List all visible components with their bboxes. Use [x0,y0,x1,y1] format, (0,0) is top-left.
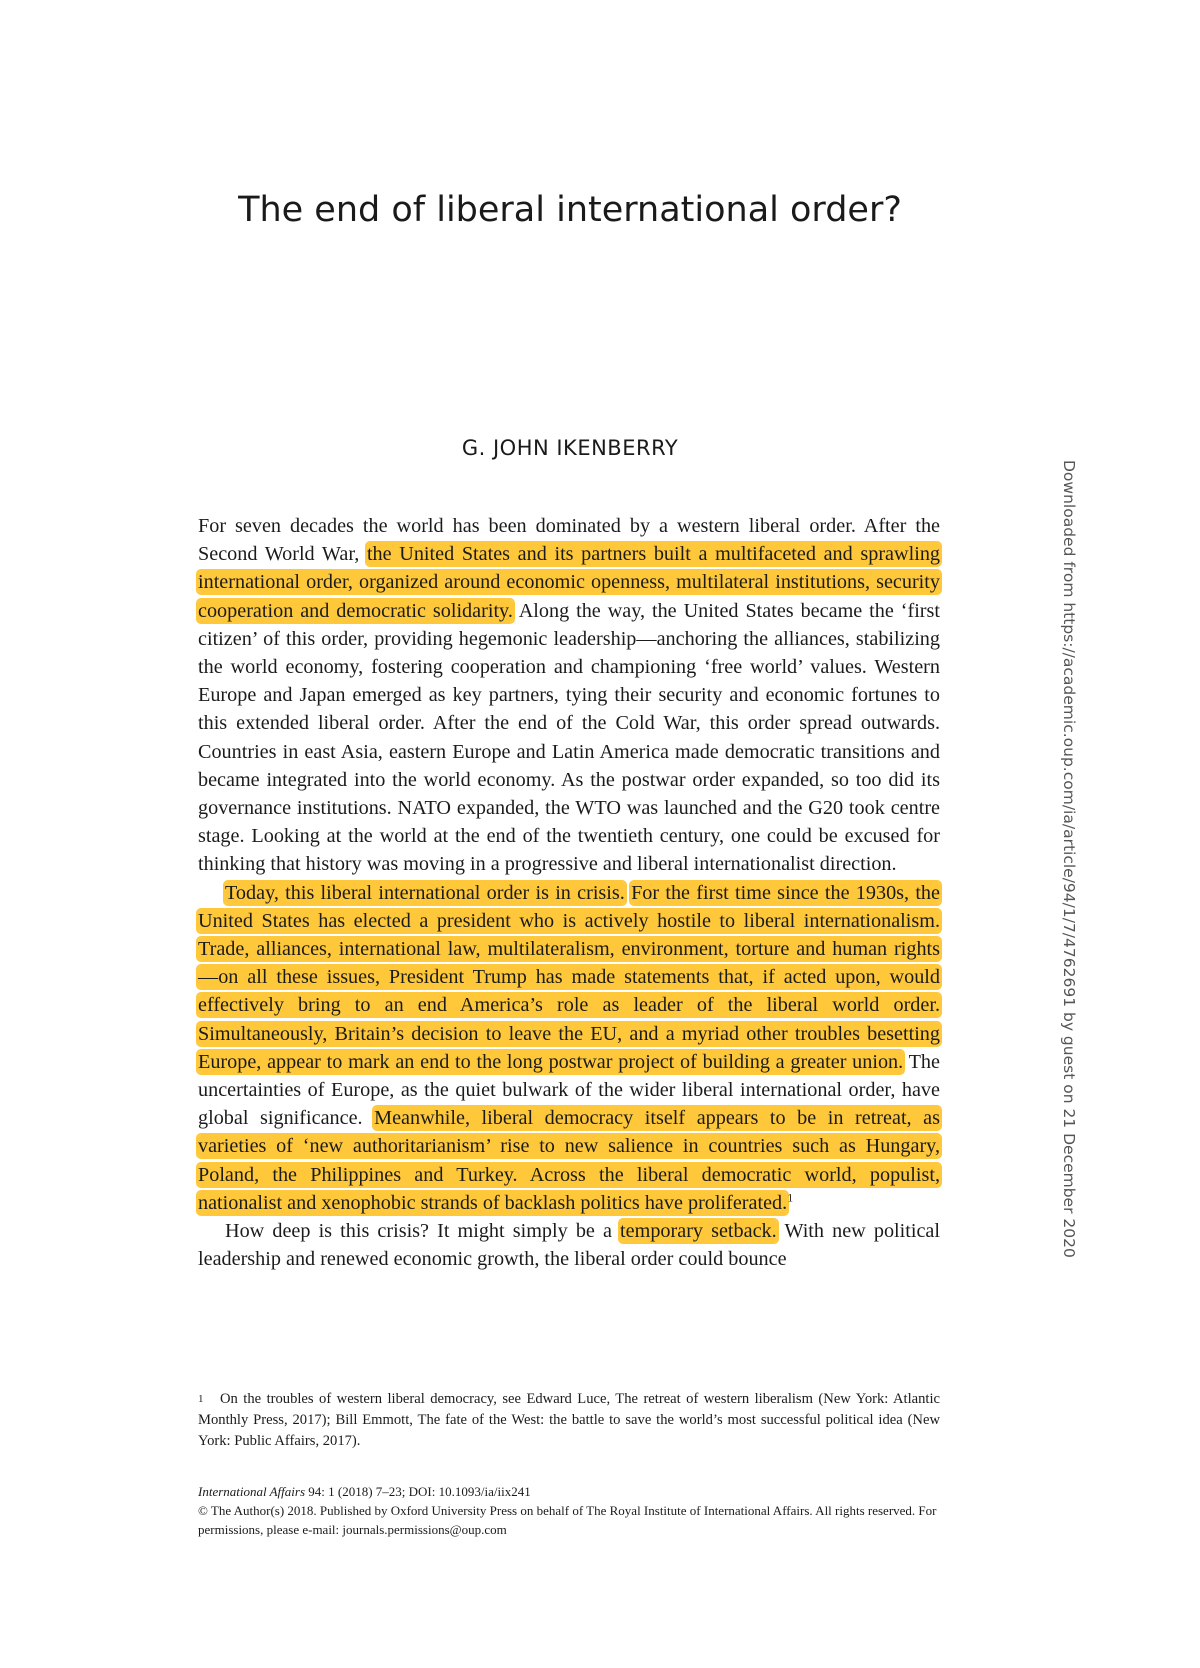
text-segment: For seven decades the world has been dominated by a western liberal order. After the Second World War, [198,515,940,566]
paragraph-3 [198,1217,940,1273]
text-segment: The uncertainties of Europe, as the quiet bulwark of the wider liberal international order, have global significance. [198,1050,940,1130]
article-body [198,512,940,1273]
highlighted-text[interactable]: Meanwhile, liberal democracy itself appears to be in retreat, as varieties of ‘new authoritarianism’ rise to new salience in countries such as Hungary, Poland, the Philippines and Turkey. Across the liberal democratic world, populist, nationalist and xenophobic strands of backlash politics have proliferated. [198,1107,940,1214]
footnote [198,1389,940,1452]
highlighted-text[interactable]: Today, this liberal international order is in crisis. [225,881,625,904]
footnote-marker[interactable]: 1 [787,1190,794,1205]
journal-name: International Affairs [198,1484,306,1499]
text-segment: How deep is this crisis? It might simply be a [225,1220,621,1243]
copyright-notice: © The Author(s) 2018. Published by Oxford University Press on behalf of The Royal Institute of International Affairs. All rights reserved. For permissions, please e-mail: journals.permissions@oup.com [198,1503,937,1537]
text-segment: Along the way, the United States became the ‘first citizen’ of this order, providing hegemonic leadership—anchoring the alliances, stabilizing the world economy, fostering cooperation and championing ‘free world’ values. Western Europe and Japan emerged as key partners, tying their security and economic fortunes to this extended liberal order. After the end of the Cold War, this order spread outwards. Countries in east Asia, eastern Europe and Latin America made democratic transitions and became integrated into the world economy. As the postwar order expanded, so too did its governance institutions. NATO expanded, the WTO was launched and the G20 took centre stage. Looking at the world at the end of the twentieth century, one could be excused for thinking that history was moving in a progressive and liberal internationalist direction. [198,599,940,876]
journal-imprint [198,1482,940,1539]
citation-line [198,1482,940,1501]
text-segment: With new political leadership and renewed economic growth, the liberal order could bounce [198,1220,940,1271]
download-watermark: Downloaded from https://academic.oup.com/ia/article/94/1/7/4762691 by guest on 21 December 2020 [1060,460,1078,1258]
article-author: G. JOHN IKENBERRY [461,436,679,460]
highlighted-text[interactable]: Simultaneously, Britain’s decision to leave the EU, and a myriad other troubles besetting Europe, appear to mark an end to the long postwar project of building a greater union. [198,1022,940,1073]
citation-details: 94: 1 (2018) 7–23; DOI: 10.1093/ia/iix241 [305,1484,531,1499]
highlighted-text[interactable]: temporary setback. [620,1220,777,1243]
paragraph-2 [198,879,940,1217]
highlighted-text[interactable]: the United States and its partners built a multifaceted and sprawling international order, organized around economic openness, multilateral institutions, security cooperation and democratic solidarity. [198,543,941,622]
highlighted-text[interactable]: For the first time since the 1930s, the United States has elected a president who is actively hostile to liberal internationalism. Trade, alliances, international law, multilateralism, environment, torture and human rights—on all these issues, President Trump has made statements that, if acted upon, would effectively bring to an end America’s role as leader of the liberal world order. [198,881,940,1017]
footnote-text: On the troubles of western liberal democracy, see Edward Luce, The retreat of western liberalism (New York: Atlantic Monthly Press, 2017); Bill Emmott, The fate of the West: the battle to save the world’s most successful political idea (New York: Public Affairs, 2017). [198,1391,940,1449]
article-title: The end of liberal international order? [238,190,902,230]
footnote-number: 1 [198,1393,204,1405]
paragraph-1 [198,512,940,879]
